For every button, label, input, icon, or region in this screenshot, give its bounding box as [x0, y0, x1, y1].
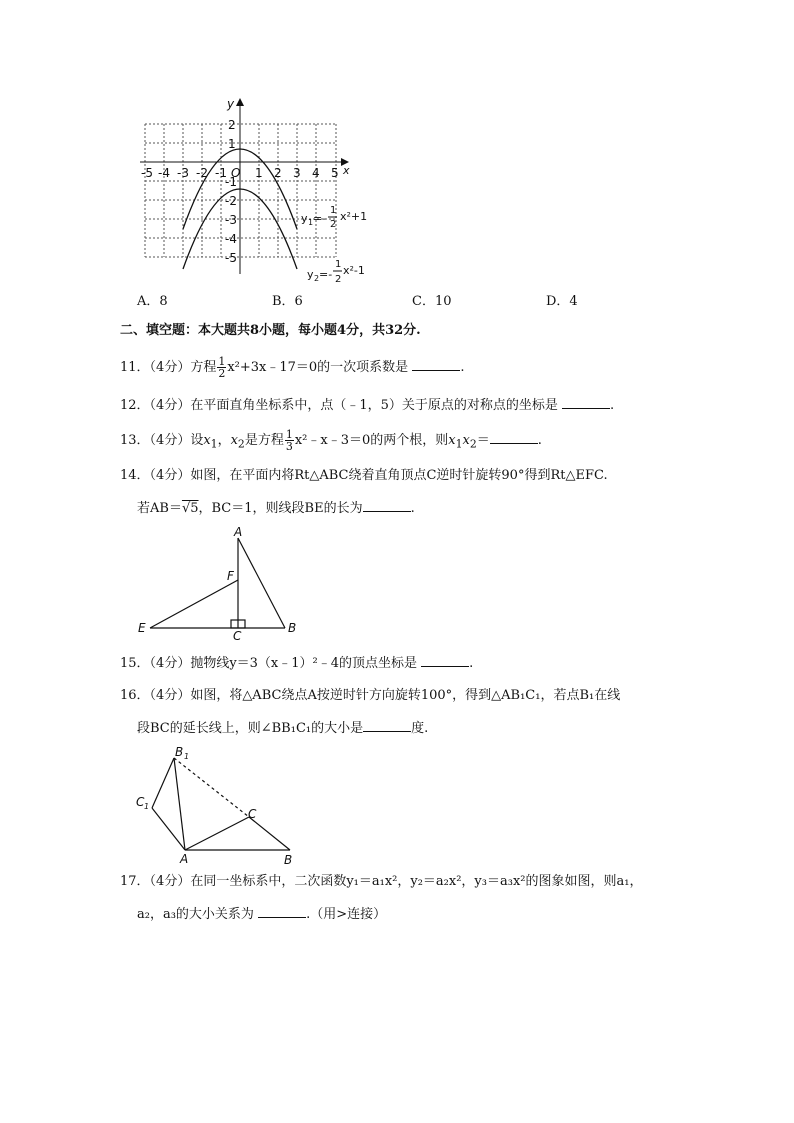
question-16-line2: 段BC的延长线上，则∠BB₁C₁的大小是 度.: [137, 721, 429, 736]
question-17-line1: 17．（4分）在同一坐标系中，二次函数y₁＝a₁x²，y₂＝a₂x²，y₃＝a₃x²的图象如图，则a₁，: [120, 874, 643, 889]
answer-choices: [0, 290, 794, 308]
svg-text:1: 1: [330, 205, 337, 216]
choice-d: D．4: [546, 294, 578, 309]
x-tick: -4: [158, 166, 170, 180]
label-f: F: [227, 569, 234, 583]
svg-text:=-: =-: [319, 268, 333, 281]
y-tick: 2: [228, 118, 236, 132]
question-11: 11．（4分）方程 $\frac{1}{2}$ x²+3x﹣17＝0的一次项系数是 .: [120, 355, 465, 380]
label-c: C: [248, 807, 257, 821]
question-14-line2: 若AB＝√5，BC＝1，则线段BE的长为 .: [137, 501, 415, 516]
answer-blank[interactable]: [412, 358, 460, 371]
answer-blank[interactable]: [421, 654, 469, 667]
y-tick: 1: [228, 137, 236, 151]
curve-y1-label: [301, 205, 367, 230]
question-13: 13．（4分）设$x_1$，$x_2$是方程 $\frac{1}{3}$ x²﹣x﹣3＝0的两个根，则$x_1x_2=$ .: [120, 428, 542, 453]
question-15: 15．（4分）抛物线y＝3（x﹣1）²﹣4的顶点坐标是 .: [120, 656, 474, 671]
y-tick: -4: [225, 232, 237, 246]
y-axis-label: y: [227, 97, 235, 111]
svg-text:1: 1: [144, 802, 150, 811]
x-tick: -5: [141, 166, 153, 180]
svg-text:2: 2: [330, 219, 337, 230]
label-b1: B: [175, 745, 184, 759]
label-b: B: [288, 621, 297, 635]
svg-text:2: 2: [314, 274, 320, 283]
svg-text:x²+1: x²+1: [340, 210, 368, 223]
x-axis-label: x: [343, 164, 350, 177]
triangle-figure-14: [130, 524, 310, 642]
question-14-line1: 14．（4分）如图，在平面内将Rt△ABC绕着直角顶点C逆时针旋转90°得到Rt△EFC.: [120, 468, 608, 483]
answer-blank[interactable]: [258, 905, 306, 918]
answer-blank[interactable]: [490, 431, 538, 444]
x-tick: -1: [215, 166, 227, 180]
svg-text:y: y: [301, 212, 308, 225]
x-tick: 1: [255, 166, 263, 180]
y-tick: -2: [225, 194, 237, 208]
svg-text:1: 1: [335, 259, 342, 270]
choice-b: B．6: [272, 294, 303, 309]
answer-blank[interactable]: [363, 719, 411, 732]
x-tick: 2: [274, 166, 282, 180]
y-tick: -3: [225, 213, 237, 227]
label-a: A: [180, 852, 189, 866]
parabola-graph: [135, 92, 375, 284]
y-tick: -5: [225, 251, 237, 265]
x-tick: 3: [293, 166, 301, 180]
svg-text:y: y: [307, 268, 314, 281]
x-tick: -2: [196, 166, 208, 180]
answer-blank[interactable]: [562, 396, 610, 409]
x-tick: 4: [312, 166, 320, 180]
choice-c: C．10: [412, 294, 452, 309]
origin-label: O: [231, 166, 241, 180]
label-b: B: [284, 853, 293, 866]
x-tick: -3: [177, 166, 189, 180]
x-tick: 5: [331, 166, 339, 180]
label-c: C: [233, 629, 242, 642]
question-17-line2: a₂，a₃的大小关系为 .（用>连接）: [137, 907, 387, 922]
triangle-figure-16: [130, 742, 310, 866]
svg-text:2: 2: [335, 274, 342, 284]
choice-a: A．8: [137, 294, 168, 309]
svg-text:=-: =-: [313, 212, 327, 225]
svg-text:x²-1: x²-1: [343, 264, 365, 277]
svg-text:1: 1: [308, 218, 314, 227]
section-title: 二、填空题：本大题共8小题，每小题4分，共32分.: [120, 323, 421, 338]
question-12: 12．（4分）在平面直角坐标系中，点（﹣1，5）关于原点的对称点的坐标是 .: [120, 398, 615, 413]
y-tick: -1: [225, 175, 237, 189]
curve-y2-label: [307, 259, 365, 284]
question-16-line1: 16．（4分）如图，将△ABC绕点A按逆时针方向旋转100°，得到△AB₁C₁，若点B₁在线: [120, 688, 621, 703]
label-c1: C: [136, 795, 145, 809]
label-a: A: [234, 525, 243, 539]
y-axis-arrow: [236, 98, 244, 106]
svg-text:1: 1: [184, 752, 190, 761]
answer-blank[interactable]: [363, 499, 411, 512]
label-e: E: [138, 621, 146, 635]
